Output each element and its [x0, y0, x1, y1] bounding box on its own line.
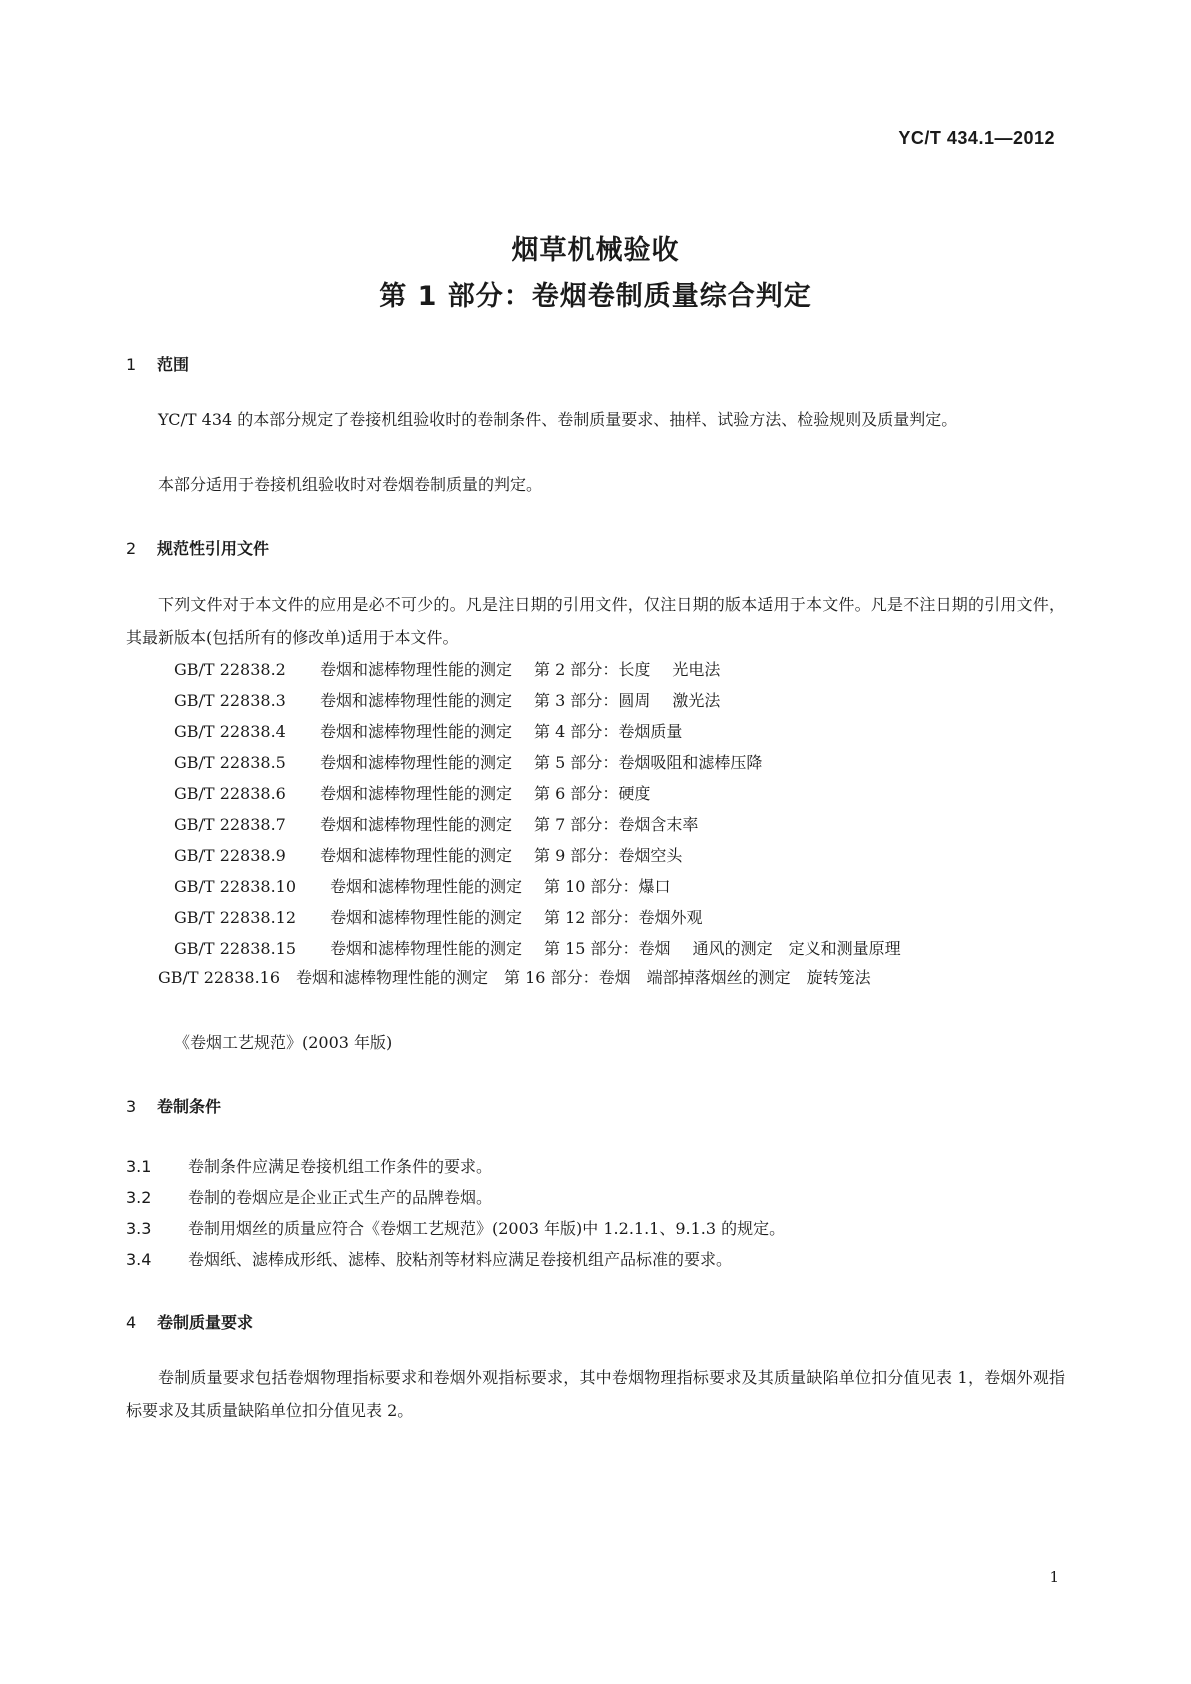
reference-item [174, 657, 720, 680]
clause-text: 卷制的卷烟应是企业正式生产的品牌卷烟。 [188, 1188, 493, 1207]
reference-code: GB/T 22838.12 [174, 908, 297, 927]
reference-topic: 通风的测定 定义和测量原理 [692, 939, 901, 958]
reference-title: 卷烟和滤棒物理性能的测定 [320, 846, 513, 865]
clause-number: 3.1 [126, 1157, 152, 1176]
reference-part: 第 7 部分：卷烟含末率 [534, 815, 699, 834]
reference-code: GB/T 22838.2 [174, 660, 286, 679]
reference-code: GB/T 22838.7 [174, 815, 286, 834]
section-2-heading [126, 536, 269, 559]
reference-item [174, 874, 671, 897]
reference-code: GB/T 22838.10 [174, 877, 297, 896]
clause-item [126, 1216, 785, 1239]
section-title: 卷制质量要求 [157, 1313, 254, 1332]
reference-code: GB/T 22838.4 [174, 722, 286, 741]
reference-code: GB/T 22838.6 [174, 784, 286, 803]
clause-number: 3.3 [126, 1219, 152, 1238]
section-number: 1 [126, 355, 137, 374]
reference-code: GB/T 22838.15 [174, 939, 297, 958]
reference-item [174, 781, 650, 804]
reference-title: 卷烟和滤棒物理性能的测定 [320, 691, 513, 710]
reference-title: 卷烟和滤棒物理性能的测定 [320, 722, 513, 741]
section-3-heading [126, 1094, 221, 1117]
document-title: 烟草机械验收 [511, 235, 680, 266]
reference-part: 第 4 部分：卷烟质量 [534, 722, 683, 741]
reference-part: 第 12 部分：卷烟外观 [544, 908, 703, 927]
standard-code: YC/T 434.1—2012 [898, 128, 1055, 148]
reference-item [174, 843, 682, 866]
reference-code: GB/T 22838.3 [174, 691, 286, 710]
clause-number: 3.2 [126, 1188, 152, 1207]
clause-text: 卷制条件应满足卷接机组工作条件的要求。 [188, 1157, 493, 1176]
reference-part: 第 2 部分：长度 [534, 660, 651, 679]
clause-item [126, 1247, 732, 1270]
section-number: 2 [126, 539, 137, 558]
reference-item [174, 750, 762, 773]
reference-part: 第 6 部分：硬度 [534, 784, 651, 803]
section-title: 规范性引用文件 [157, 539, 270, 558]
reference-topic: 光电法 [672, 660, 721, 679]
reference-code: GB/T 22838.5 [174, 753, 286, 772]
reference-item [174, 719, 682, 742]
reference-item [174, 905, 703, 928]
reference-code: GB/T 22838.9 [174, 846, 286, 865]
reference-title: 卷烟和滤棒物理性能的测定 [330, 939, 523, 958]
reference-title: 卷烟和滤棒物理性能的测定 [320, 815, 513, 834]
page-number: 1 [1049, 1568, 1059, 1586]
clause-number: 3.4 [126, 1250, 152, 1269]
section-number: 3 [126, 1097, 137, 1116]
section-1-paragraph-1: YC/T 434 的本部分规定了卷接机组验收时的卷制条件、卷制质量要求、抽样、试验方法、检验规则及质量判定。 [158, 410, 958, 429]
reference-part: 第 10 部分：爆口 [544, 877, 671, 896]
reference-title: 卷烟和滤棒物理性能的测定 [320, 784, 513, 803]
reference-part: 第 5 部分：卷烟吸阻和滤棒压降 [534, 753, 763, 772]
clause-item [126, 1185, 492, 1208]
reference-title: 卷烟和滤棒物理性能的测定 [320, 660, 513, 679]
section-number: 4 [126, 1313, 137, 1332]
reference-title: 卷烟和滤棒物理性能的测定 [330, 908, 523, 927]
section-title: 卷制条件 [157, 1097, 222, 1116]
reference-title: 卷烟和滤棒物理性能的测定 [330, 877, 523, 896]
clause-item [126, 1154, 492, 1177]
reference-title: 卷烟和滤棒物理性能的测定 [320, 753, 513, 772]
section-2-intro: 下列文件对于本文件的应用是必不可少的。凡是注日期的引用文件，仅注日期的版本适用于本文件。凡是不注日期的引用文件，其最新版本(包括所有的修改单)适用于本文件。 [126, 595, 1065, 647]
reference-item [174, 688, 720, 711]
reference-item: 《卷烟工艺规范》(2003 年版) [174, 1033, 393, 1052]
section-4-paragraph: 卷制质量要求包括卷烟物理指标要求和卷烟外观指标要求，其中卷烟物理指标要求及其质量缺陷单位扣分值见表 1，卷烟外观指标要求及其质量缺陷单位扣分值见表 2。 [126, 1368, 1065, 1420]
reference-part: 第 3 部分：圆周 [534, 691, 651, 710]
clause-text: 卷烟纸、滤棒成形纸、滤棒、胶粘剂等材料应满足卷接机组产品标准的要求。 [188, 1250, 733, 1269]
reference-part: 第 9 部分：卷烟空头 [534, 846, 683, 865]
section-1-paragraph-2: 本部分适用于卷接机组验收时对卷烟卷制质量的判定。 [158, 475, 543, 494]
reference-item-wrapped: GB/T 22838.16 卷烟和滤棒物理性能的测定 第 16 部分：卷烟 端部掉落烟丝的测定 旋转笼法 [158, 968, 871, 987]
document-subtitle: 第 1 部分：卷烟卷制质量综合判定 [379, 281, 812, 312]
reference-item [174, 812, 698, 835]
section-1-heading [126, 352, 189, 375]
clause-text: 卷制用烟丝的质量应符合《卷烟工艺规范》(2003 年版)中 1.2.1.1、9.1.3 的规定。 [188, 1219, 786, 1238]
reference-part: 第 15 部分：卷烟 [544, 939, 671, 958]
section-title: 范围 [157, 355, 190, 374]
section-4-heading [126, 1310, 253, 1333]
reference-topic: 激光法 [672, 691, 721, 710]
reference-item [174, 936, 901, 959]
